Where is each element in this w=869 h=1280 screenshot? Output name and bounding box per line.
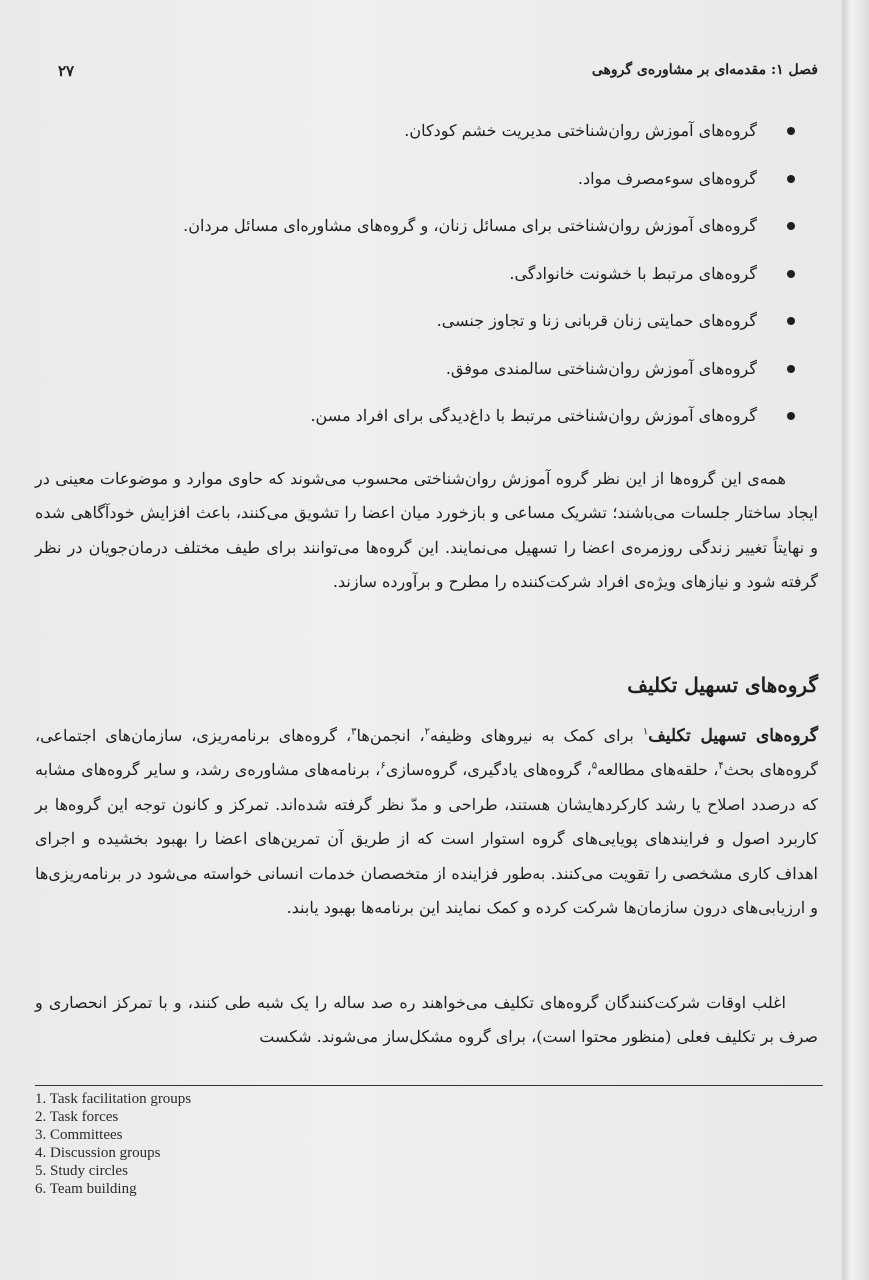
- paragraph-text: ، حلقه‌های مطالعه: [597, 760, 719, 780]
- paragraph-lead-term: گروه‌های تسهیل تکلیف: [648, 726, 819, 746]
- bullet-list: [60, 116, 797, 449]
- bullet-icon: [787, 270, 795, 278]
- footnote-item: 3. Committees: [35, 1127, 123, 1143]
- footnote-ref: ۵: [591, 761, 598, 773]
- footnote-ref: ۲: [424, 726, 430, 738]
- footnote-ref: ۶: [380, 761, 386, 773]
- list-item-text: گروه‌های آموزش روان‌شناختی برای مسائل زنان، و گروه‌های مشاوره‌ای مسائل مردان.: [183, 216, 757, 235]
- footnote-ref: ۱: [642, 726, 649, 738]
- running-header: [58, 62, 818, 86]
- list-item-text: گروه‌های سوء‌مصرف مواد.: [577, 168, 757, 188]
- list-item: [60, 164, 797, 212]
- footnote-ref: ۴: [718, 761, 724, 773]
- list-item: [60, 259, 797, 307]
- paragraph-task-groups: [35, 719, 818, 925]
- bullet-icon: [787, 317, 795, 325]
- footnote-ref: ۳: [351, 726, 357, 738]
- list-item-text: گروه‌های آموزش روان‌شناختی مرتبط با داغ‌دیدگی برای افراد مسن.: [310, 406, 757, 425]
- list-item-text: گروه‌های حمایتی زنان قربانی زنا و تجاوز جنسی.: [436, 311, 757, 330]
- list-item-text: گروه‌های آموزش روان‌شناختی سالمندی موفق.: [445, 358, 757, 378]
- paragraph-task-participants: اغلب اوقات شرکت‌کنندگان گروه‌های تکلیف می‌خواهند ره صد ساله را یک شبه طی کنند، و با تمرکز انحصاری و صرف بر تکلیف فعلی (منظور محتوا است)، برای گروه مشکل‌ساز می‌شوند. شکست: [35, 993, 818, 1047]
- section-heading: گروه‌های تسهیل تکلیف: [627, 672, 818, 697]
- page-number: ۲۷: [58, 62, 75, 80]
- footnote-item: 5. Study circles: [35, 1163, 128, 1179]
- bullet-icon: [787, 365, 795, 373]
- chapter-title: فصل ۱: مقدمه‌ای بر مشاوره‌ی گروهی: [591, 62, 818, 78]
- list-item-text: گروه‌های مرتبط با خشونت خانوادگی.: [509, 263, 757, 283]
- footnote-item: 2. Task forces: [35, 1109, 119, 1125]
- paragraph-text: ، گروه‌های یادگیری، گروه‌سازی: [385, 760, 592, 780]
- footnote-item: 6. Team building: [35, 1181, 137, 1197]
- paragraph-text: ، برنامه‌های مشاوره‌ی رشد، و سایر گروه‌های مشابه که درصدد اصلاح یا رشد کارکردهایشان هستند، طراحی و مدّ نظر گرفته شده‌اند. تمرکز و کانون توجه این گروه‌ها بر کاربرد اصول و فرایندهای پویایی‌های گروه استوار است که از طریق آن تمرین‌های اعضا را بهبود بخشیده و اجرای اهداف کاری مشخصی را تقویت می‌کنند. به‌طور فزاینده از متخصصان خدمات انسانی خواسته می‌شود در برنامه‌ریزی‌ها و ارزیابی‌های درون سازمان‌ها شرکت کرده و کمک نمایند این برنامه‌ها بهبود یابند.: [35, 760, 818, 918]
- list-item: [60, 401, 797, 449]
- list-item: [60, 354, 797, 402]
- paragraph-psychoeducation-summary: همه‌ی این گروه‌ها از این نظر گروه آموزش روان‌شناختی محسوب می‌شوند که حاوی موارد و موضوعات معینی در ایجاد ساختار جلسات می‌باشند؛ تشریک مساعی و بازخورد میان اعضا را تشویق می‌کنند، باعث افزایش خودآگاهی شده و نهایتاً تغییر زندگی روزمره‌ی اعضا را تسهیل می‌نمایند. این گروه‌ها می‌توانند برای طیف مختلف درمان‌جویان در نظر گرفته شود و نیازهای ویژه‌ی افراد شرکت‌کننده را مطرح و برآورده سازند.: [35, 469, 818, 592]
- bullet-icon: [787, 175, 795, 183]
- bullet-icon: [787, 412, 795, 420]
- page-edge: [842, 0, 869, 1280]
- list-item: [60, 211, 797, 259]
- footnotes-list: [35, 1090, 535, 1198]
- list-item: [60, 306, 797, 354]
- paragraph-text: برای کمک به نیروهای وظیفه: [430, 726, 643, 745]
- paragraph-text: ، انجمن‌ها: [356, 726, 425, 745]
- list-item: [60, 116, 797, 164]
- footnote-item: 4. Discussion groups: [35, 1145, 161, 1161]
- footnote-divider: [35, 1085, 823, 1086]
- paragraph-text: ، گروه‌های برنامه‌ریزی، سازمان‌های اجتماعی، گروه‌های بحث: [35, 726, 818, 780]
- footnote-item: 1. Task facilitation groups: [35, 1091, 192, 1107]
- list-item-text: گروه‌های آموزش روان‌شناختی مدیریت خشم کودکان.: [404, 121, 757, 140]
- bullet-icon: [787, 127, 795, 135]
- bullet-icon: [787, 222, 795, 230]
